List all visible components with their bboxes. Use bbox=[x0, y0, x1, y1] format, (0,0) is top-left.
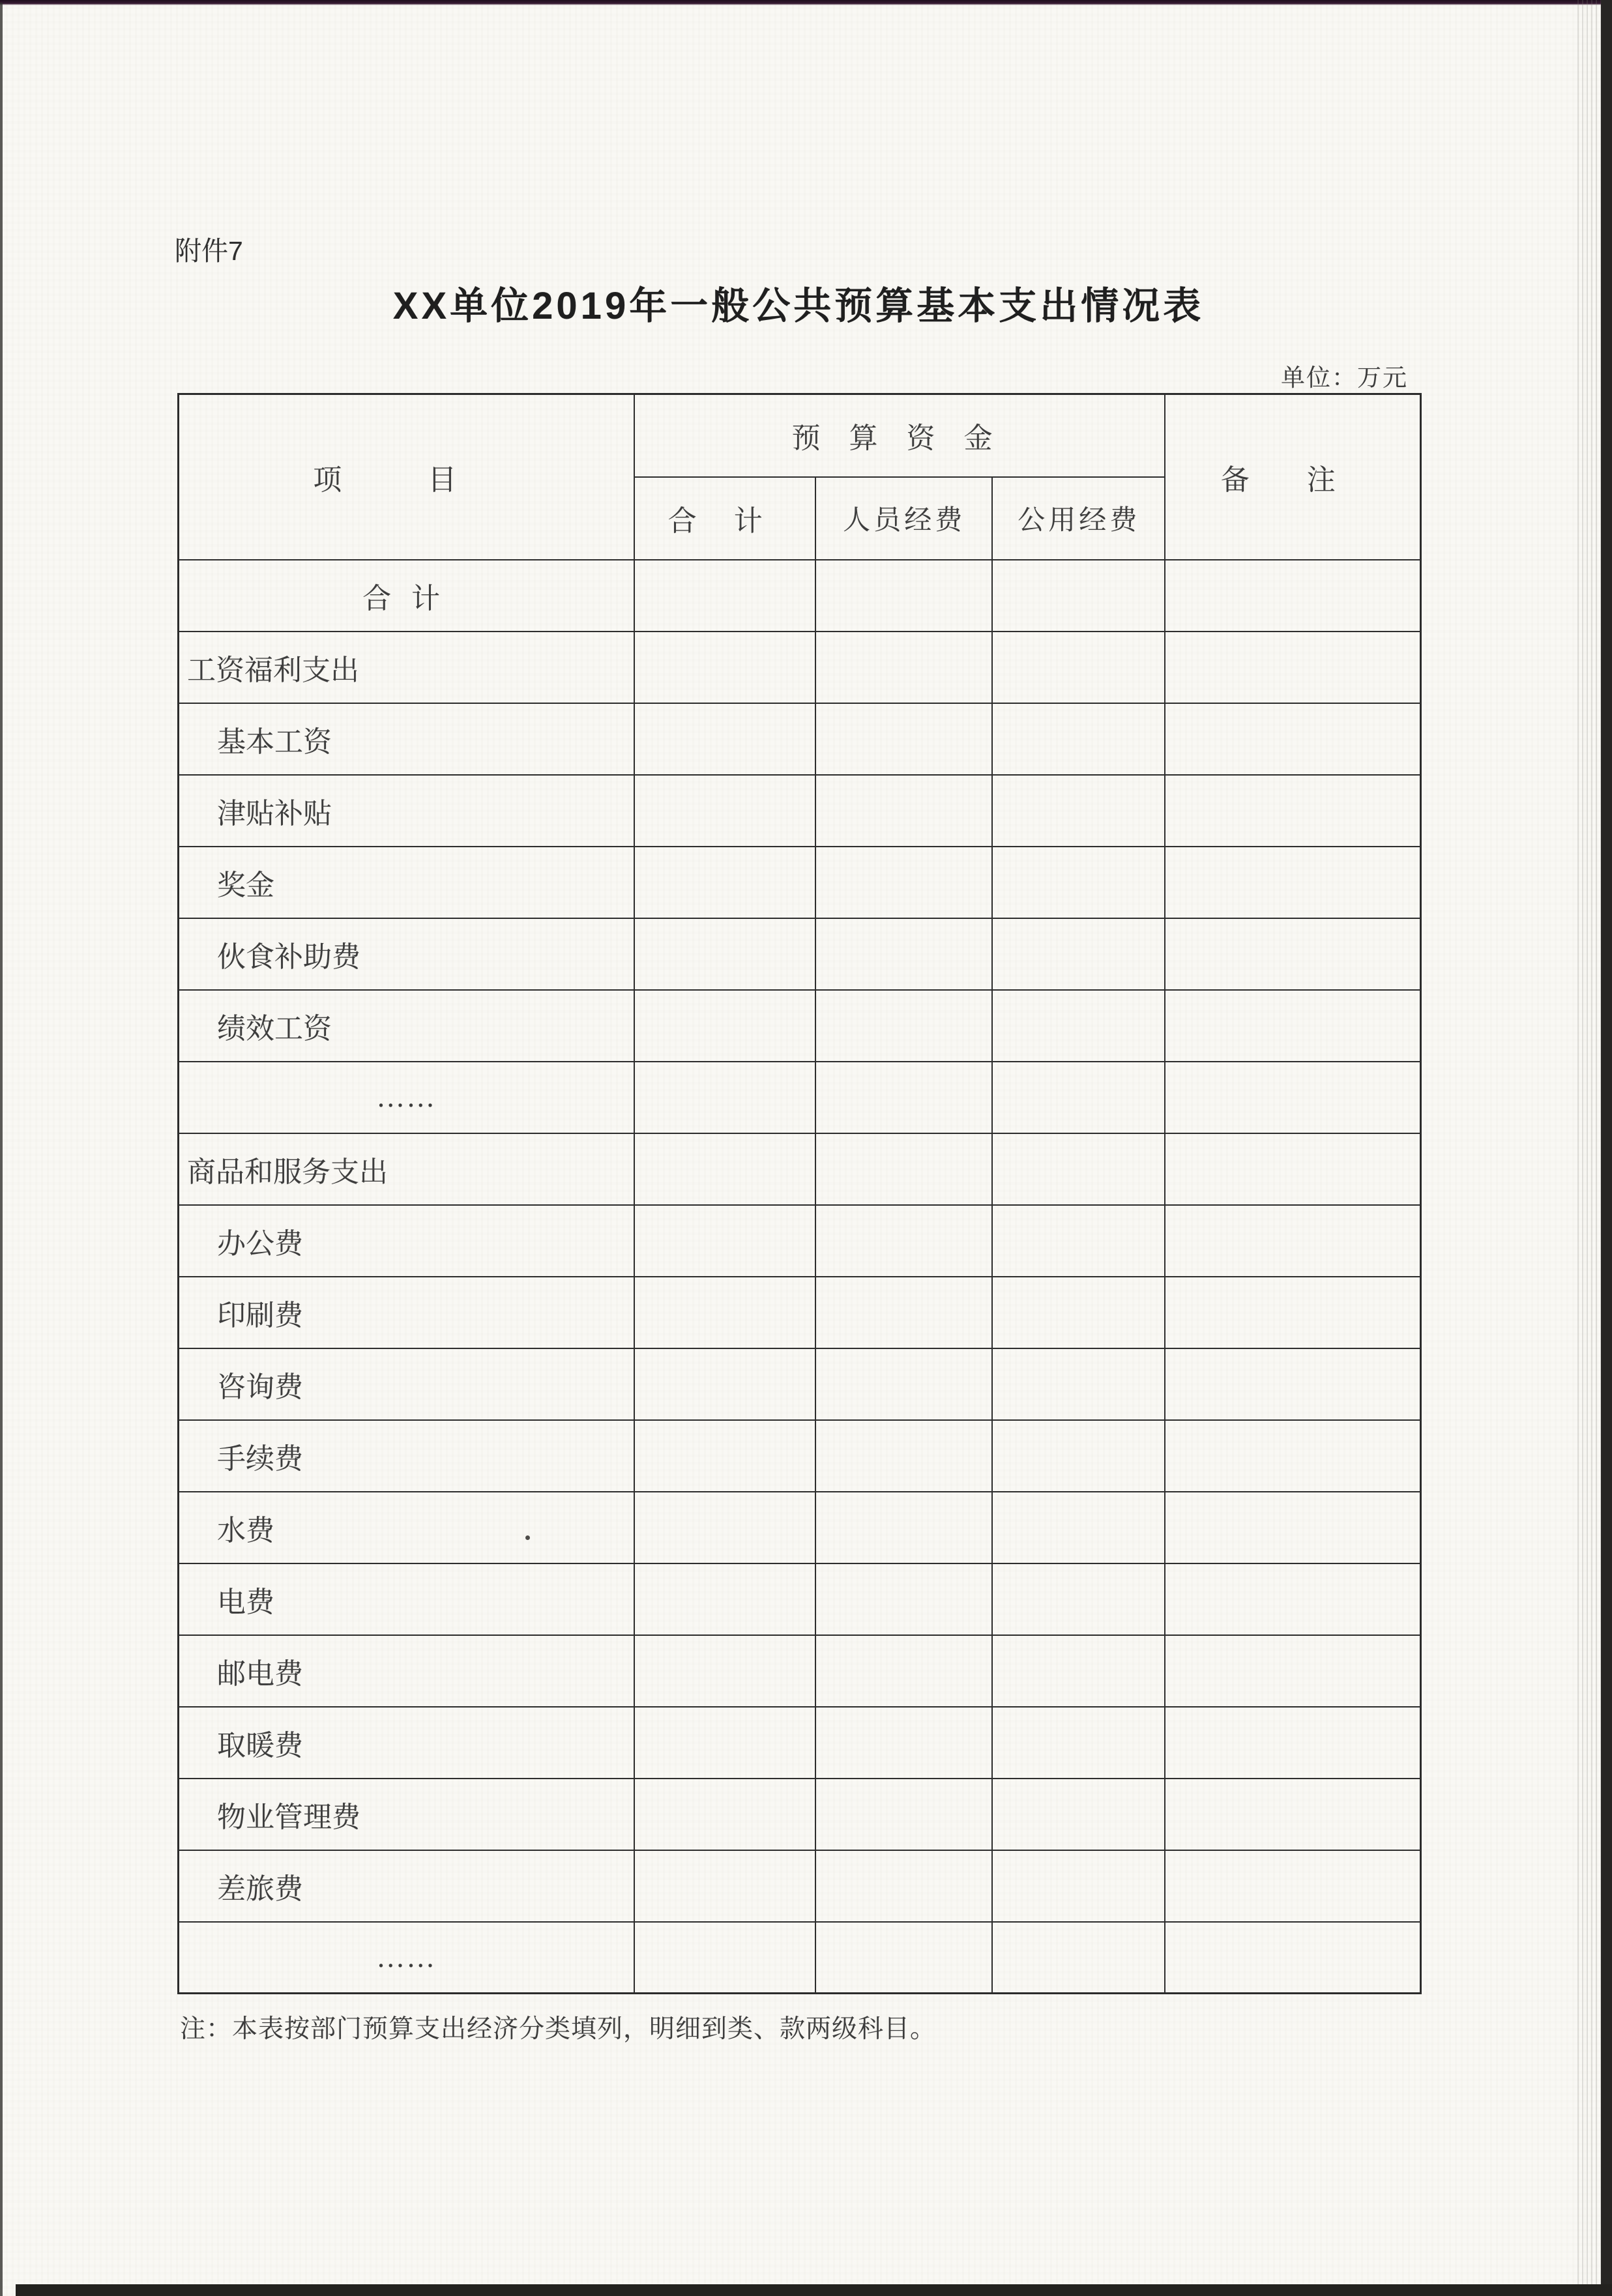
table-row bbox=[179, 1922, 1421, 1994]
row-label: 绩效工资 bbox=[179, 990, 634, 1062]
value-cell-remarks bbox=[1165, 1850, 1421, 1922]
value-cell-remarks bbox=[1165, 990, 1421, 1062]
table-row bbox=[179, 847, 1421, 918]
value-cell-remarks bbox=[1165, 1133, 1421, 1205]
value-cell-public bbox=[992, 560, 1165, 632]
header-item-column: 项目 bbox=[179, 394, 634, 560]
row-label: 印刷费 bbox=[179, 1277, 634, 1348]
table-row bbox=[179, 775, 1421, 847]
value-cell-total bbox=[634, 1707, 815, 1779]
table-row bbox=[179, 703, 1421, 775]
table-row bbox=[179, 1062, 1421, 1133]
value-cell-public bbox=[992, 1420, 1165, 1492]
table-row bbox=[179, 918, 1421, 990]
value-cell-remarks bbox=[1165, 560, 1421, 632]
value-cell-personnel bbox=[815, 847, 992, 918]
value-cell-total bbox=[634, 1563, 815, 1635]
value-cell-personnel bbox=[815, 560, 992, 632]
value-cell-public bbox=[992, 1922, 1165, 1994]
value-cell-public bbox=[992, 775, 1165, 847]
value-cell-personnel bbox=[815, 1420, 992, 1492]
table-row bbox=[179, 1420, 1421, 1492]
value-cell-public bbox=[992, 990, 1165, 1062]
value-cell-personnel bbox=[815, 1922, 992, 1994]
row-label: …… bbox=[179, 1922, 634, 1994]
row-label: 伙食补助费 bbox=[179, 918, 634, 990]
value-cell-remarks bbox=[1165, 1707, 1421, 1779]
table-row bbox=[179, 1850, 1421, 1922]
table-body bbox=[179, 560, 1421, 1994]
value-cell-remarks bbox=[1165, 775, 1421, 847]
value-cell-public bbox=[992, 1348, 1165, 1420]
scan-bottom-edge bbox=[16, 2284, 1612, 2296]
row-label: 手续费 bbox=[179, 1420, 634, 1492]
row-label: 津贴补贴 bbox=[179, 775, 634, 847]
header-public-column: 公用经费 bbox=[992, 477, 1165, 560]
value-cell-public bbox=[992, 1205, 1165, 1277]
document-title: XX单位2019年一般公共预算基本支出情况表 bbox=[392, 285, 1205, 327]
value-cell-public bbox=[992, 1062, 1165, 1133]
value-cell-remarks bbox=[1165, 1492, 1421, 1563]
value-cell-total bbox=[634, 1133, 815, 1205]
value-cell-personnel bbox=[815, 1850, 992, 1922]
value-cell-remarks bbox=[1165, 1348, 1421, 1420]
value-cell-public bbox=[992, 1635, 1165, 1707]
value-cell-public bbox=[992, 1133, 1165, 1205]
table-row bbox=[179, 1277, 1421, 1348]
value-cell-total bbox=[634, 1779, 815, 1850]
value-cell-total bbox=[634, 775, 815, 847]
value-cell-total bbox=[634, 1492, 815, 1563]
value-cell-personnel bbox=[815, 703, 992, 775]
table-row bbox=[179, 1348, 1421, 1420]
row-label: 差旅费 bbox=[179, 1850, 634, 1922]
value-cell-personnel bbox=[815, 1779, 992, 1850]
table-row bbox=[179, 1563, 1421, 1635]
value-cell-public bbox=[992, 703, 1165, 775]
value-cell-total bbox=[634, 1922, 815, 1994]
row-label: 合计 bbox=[179, 560, 634, 632]
value-cell-remarks bbox=[1165, 918, 1421, 990]
value-cell-public bbox=[992, 1492, 1165, 1563]
value-cell-total bbox=[634, 1205, 815, 1277]
scan-top-edge bbox=[0, 0, 1612, 5]
row-label: 商品和服务支出 bbox=[179, 1133, 634, 1205]
unit-label: 单位：万元 bbox=[1281, 365, 1408, 392]
row-label: 办公费 bbox=[179, 1205, 634, 1277]
row-label: 邮电费 bbox=[179, 1635, 634, 1707]
value-cell-total bbox=[634, 918, 815, 990]
value-cell-remarks bbox=[1165, 1062, 1421, 1133]
value-cell-public bbox=[992, 1779, 1165, 1850]
table-row bbox=[179, 560, 1421, 632]
row-label: 工资福利支出 bbox=[179, 632, 634, 703]
row-label: …… bbox=[179, 1062, 634, 1133]
value-cell-remarks bbox=[1165, 1420, 1421, 1492]
value-cell-personnel bbox=[815, 1277, 992, 1348]
value-cell-personnel bbox=[815, 1133, 992, 1205]
row-label: 咨询费 bbox=[179, 1348, 634, 1420]
row-label: 电费 bbox=[179, 1563, 634, 1635]
scan-right-streaks bbox=[1577, 0, 1601, 2296]
row-label: 基本工资 bbox=[179, 703, 634, 775]
table-row bbox=[179, 1133, 1421, 1205]
table-row bbox=[179, 990, 1421, 1062]
scan-left-edge bbox=[0, 3, 3, 2296]
row-label: 取暖费 bbox=[179, 1707, 634, 1779]
value-cell-personnel bbox=[815, 1492, 992, 1563]
value-cell-remarks bbox=[1165, 847, 1421, 918]
value-cell-remarks bbox=[1165, 632, 1421, 703]
footnote: 注：本表按部门预算支出经济分类填列，明细到类、款两级科目。 bbox=[180, 2015, 937, 2043]
value-cell-total bbox=[634, 1420, 815, 1492]
value-cell-public bbox=[992, 1850, 1165, 1922]
value-cell-personnel bbox=[815, 1563, 992, 1635]
value-cell-remarks bbox=[1165, 1779, 1421, 1850]
value-cell-total bbox=[634, 1348, 815, 1420]
value-cell-personnel bbox=[815, 632, 992, 703]
value-cell-remarks bbox=[1165, 1205, 1421, 1277]
value-cell-public bbox=[992, 1277, 1165, 1348]
row-label: 水费 bbox=[179, 1492, 634, 1563]
value-cell-public bbox=[992, 847, 1165, 918]
table-row bbox=[179, 1635, 1421, 1707]
value-cell-total bbox=[634, 703, 815, 775]
row-label: 物业管理费 bbox=[179, 1779, 634, 1850]
budget-table bbox=[177, 393, 1422, 1994]
value-cell-remarks bbox=[1165, 703, 1421, 775]
table-header bbox=[179, 394, 1421, 560]
value-cell-public bbox=[992, 1563, 1165, 1635]
table-row bbox=[179, 1779, 1421, 1850]
value-cell-total bbox=[634, 1277, 815, 1348]
header-budget-funds-group: 预算资金 bbox=[634, 394, 1165, 477]
value-cell-remarks bbox=[1165, 1563, 1421, 1635]
header-remarks-column: 备注 bbox=[1165, 394, 1421, 560]
value-cell-personnel bbox=[815, 1635, 992, 1707]
header-total-column: 合计 bbox=[634, 477, 815, 560]
header-row-1 bbox=[179, 394, 1421, 477]
row-label: 奖金 bbox=[179, 847, 634, 918]
value-cell-total bbox=[634, 990, 815, 1062]
value-cell-public bbox=[992, 632, 1165, 703]
value-cell-personnel bbox=[815, 1205, 992, 1277]
value-cell-public bbox=[992, 918, 1165, 990]
value-cell-total bbox=[634, 847, 815, 918]
table-row bbox=[179, 1492, 1421, 1563]
attachment-label: 附件7 bbox=[175, 236, 243, 266]
table-row bbox=[179, 1707, 1421, 1779]
value-cell-personnel bbox=[815, 1348, 992, 1420]
value-cell-total bbox=[634, 1850, 815, 1922]
value-cell-remarks bbox=[1165, 1922, 1421, 1994]
value-cell-total bbox=[634, 1635, 815, 1707]
value-cell-remarks bbox=[1165, 1277, 1421, 1348]
value-cell-personnel bbox=[815, 990, 992, 1062]
scan-right-edge bbox=[1601, 0, 1612, 2296]
value-cell-personnel bbox=[815, 1707, 992, 1779]
table-row bbox=[179, 1205, 1421, 1277]
header-personnel-column: 人员经费 bbox=[815, 477, 992, 560]
value-cell-public bbox=[992, 1707, 1165, 1779]
value-cell-total bbox=[634, 632, 815, 703]
value-cell-total bbox=[634, 1062, 815, 1133]
value-cell-personnel bbox=[815, 775, 992, 847]
value-cell-total bbox=[634, 560, 815, 632]
value-cell-remarks bbox=[1165, 1635, 1421, 1707]
table-row bbox=[179, 632, 1421, 703]
value-cell-personnel bbox=[815, 1062, 992, 1133]
value-cell-personnel bbox=[815, 918, 992, 990]
